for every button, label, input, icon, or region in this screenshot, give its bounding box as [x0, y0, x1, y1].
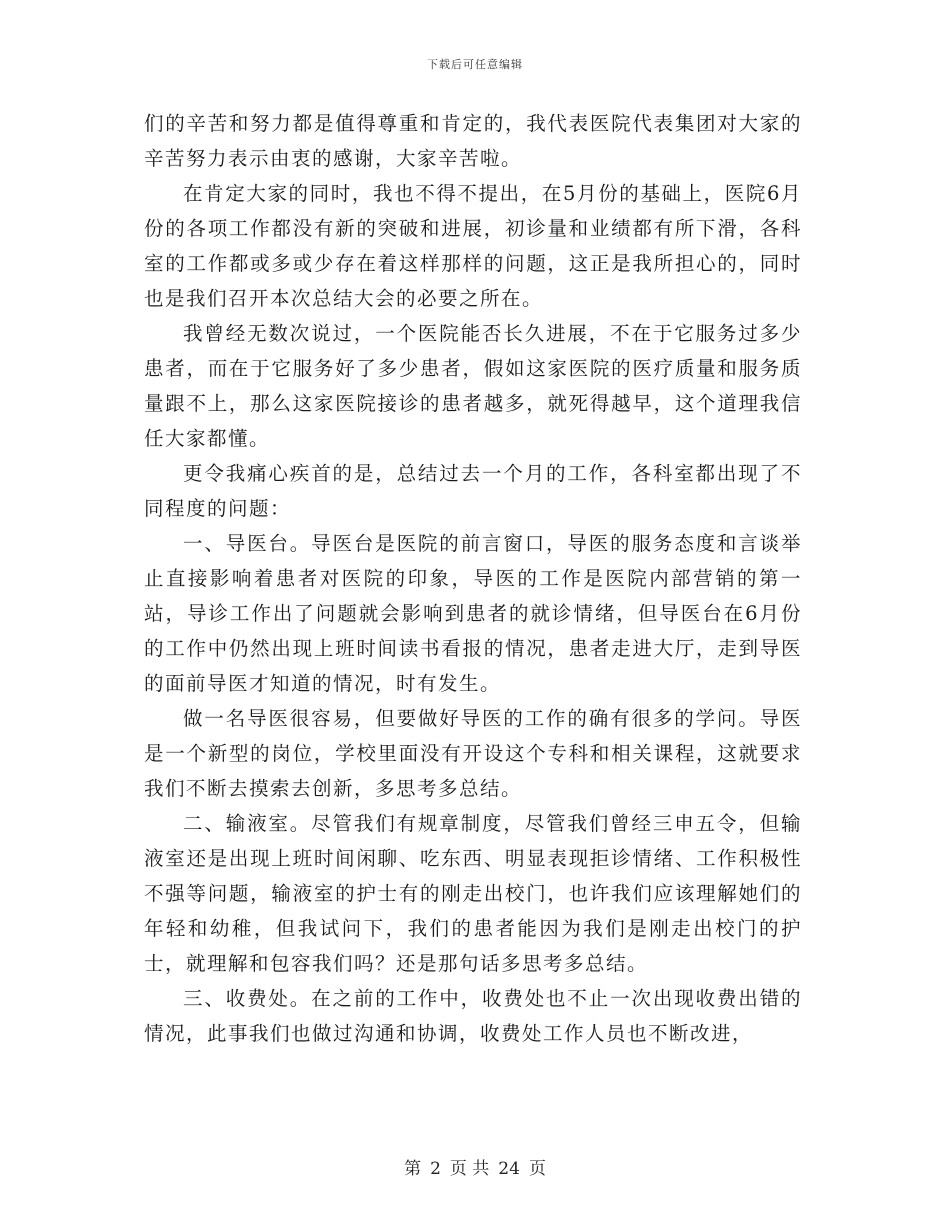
footer-middle: 页 共 [449, 1159, 490, 1179]
paragraph: 在肯定大家的同时，我也不得不提出，在5月份的基础上，医院6月份的各项工作都没有新的突破和进展，初诊量和业绩都有所下滑，各科室的工作都或多或少存在着这样那样的问题，这正是我所担心的，同时也是我们召开本次总结大会的必要之所在。 [144, 182, 802, 310]
paragraph-section-infusion-room: 二、输液室。尽管我们有规章制度，尽管我们曾经三申五令，但输液室还是出现上班时间闲聊、吃东西、明显表现拒诊情绪、工作积极性不强等问题，输液室的护士有的刚走出校门，也许我们应该理解她们的年轻和幼稚，但我试问下，我们的患者能因为我们是刚走出校门的护士，就理解和包容我们吗？还是那句话多思考多总结。 [144, 812, 802, 975]
total-pages-number: 24 [498, 1159, 520, 1179]
paragraph-section-cashier: 三、收费处。在之前的工作中，收费处也不止一次出现收费出错的情况，此事我们也做过沟通和协调，收费处工作人员也不断改进， [144, 987, 802, 1045]
paragraph: 做一名导医很容易，但要做好导医的工作的确有很多的学问。导医是一个新型的岗位，学校里面没有开设这个专科和相关课程，这就要求我们不断去摸索去创新，多思考多总结。 [144, 707, 802, 800]
page-header-note: 下载后可任意编辑 [427, 58, 523, 71]
footer-prefix: 第 [404, 1159, 422, 1179]
paragraph-section-guide-desk: 一、导医台。导医台是医院的前言窗口，导医的服务态度和言谈举止直接影响着患者对医院的印象，导医的工作是医院内部营销的第一站，导诊工作出了问题就会影响到患者的就诊情绪，但导医台在6月份的工作中仍然出现上班时间读书看报的情况，患者走进大厅，走到导医的面前导医才知道的情况，时有发生。 [144, 532, 802, 695]
page-number-footer [0, 1154, 950, 1179]
paragraph: 更令我痛心疾首的是，总结过去一个月的工作，各科室都出现了不同程度的问题： [144, 462, 802, 520]
footer-suffix: 页 [528, 1159, 546, 1179]
current-page-number: 2 [430, 1159, 441, 1179]
paragraph-continuation: 们的辛苦和努力都是值得尊重和肯定的，我代表医院代表集团对大家的辛苦努力表示由衷的感谢，大家辛苦啦。 [144, 112, 802, 170]
document-body [144, 106, 802, 1051]
paragraph: 我曾经无数次说过，一个医院能否长久进展，不在于它服务过多少患者，而在于它服务好了多少患者，假如这家医院的医疗质量和服务质量跟不上，那么这家医院接诊的患者越多，就死得越早，这个道理我信任大家都懂。 [144, 322, 802, 450]
